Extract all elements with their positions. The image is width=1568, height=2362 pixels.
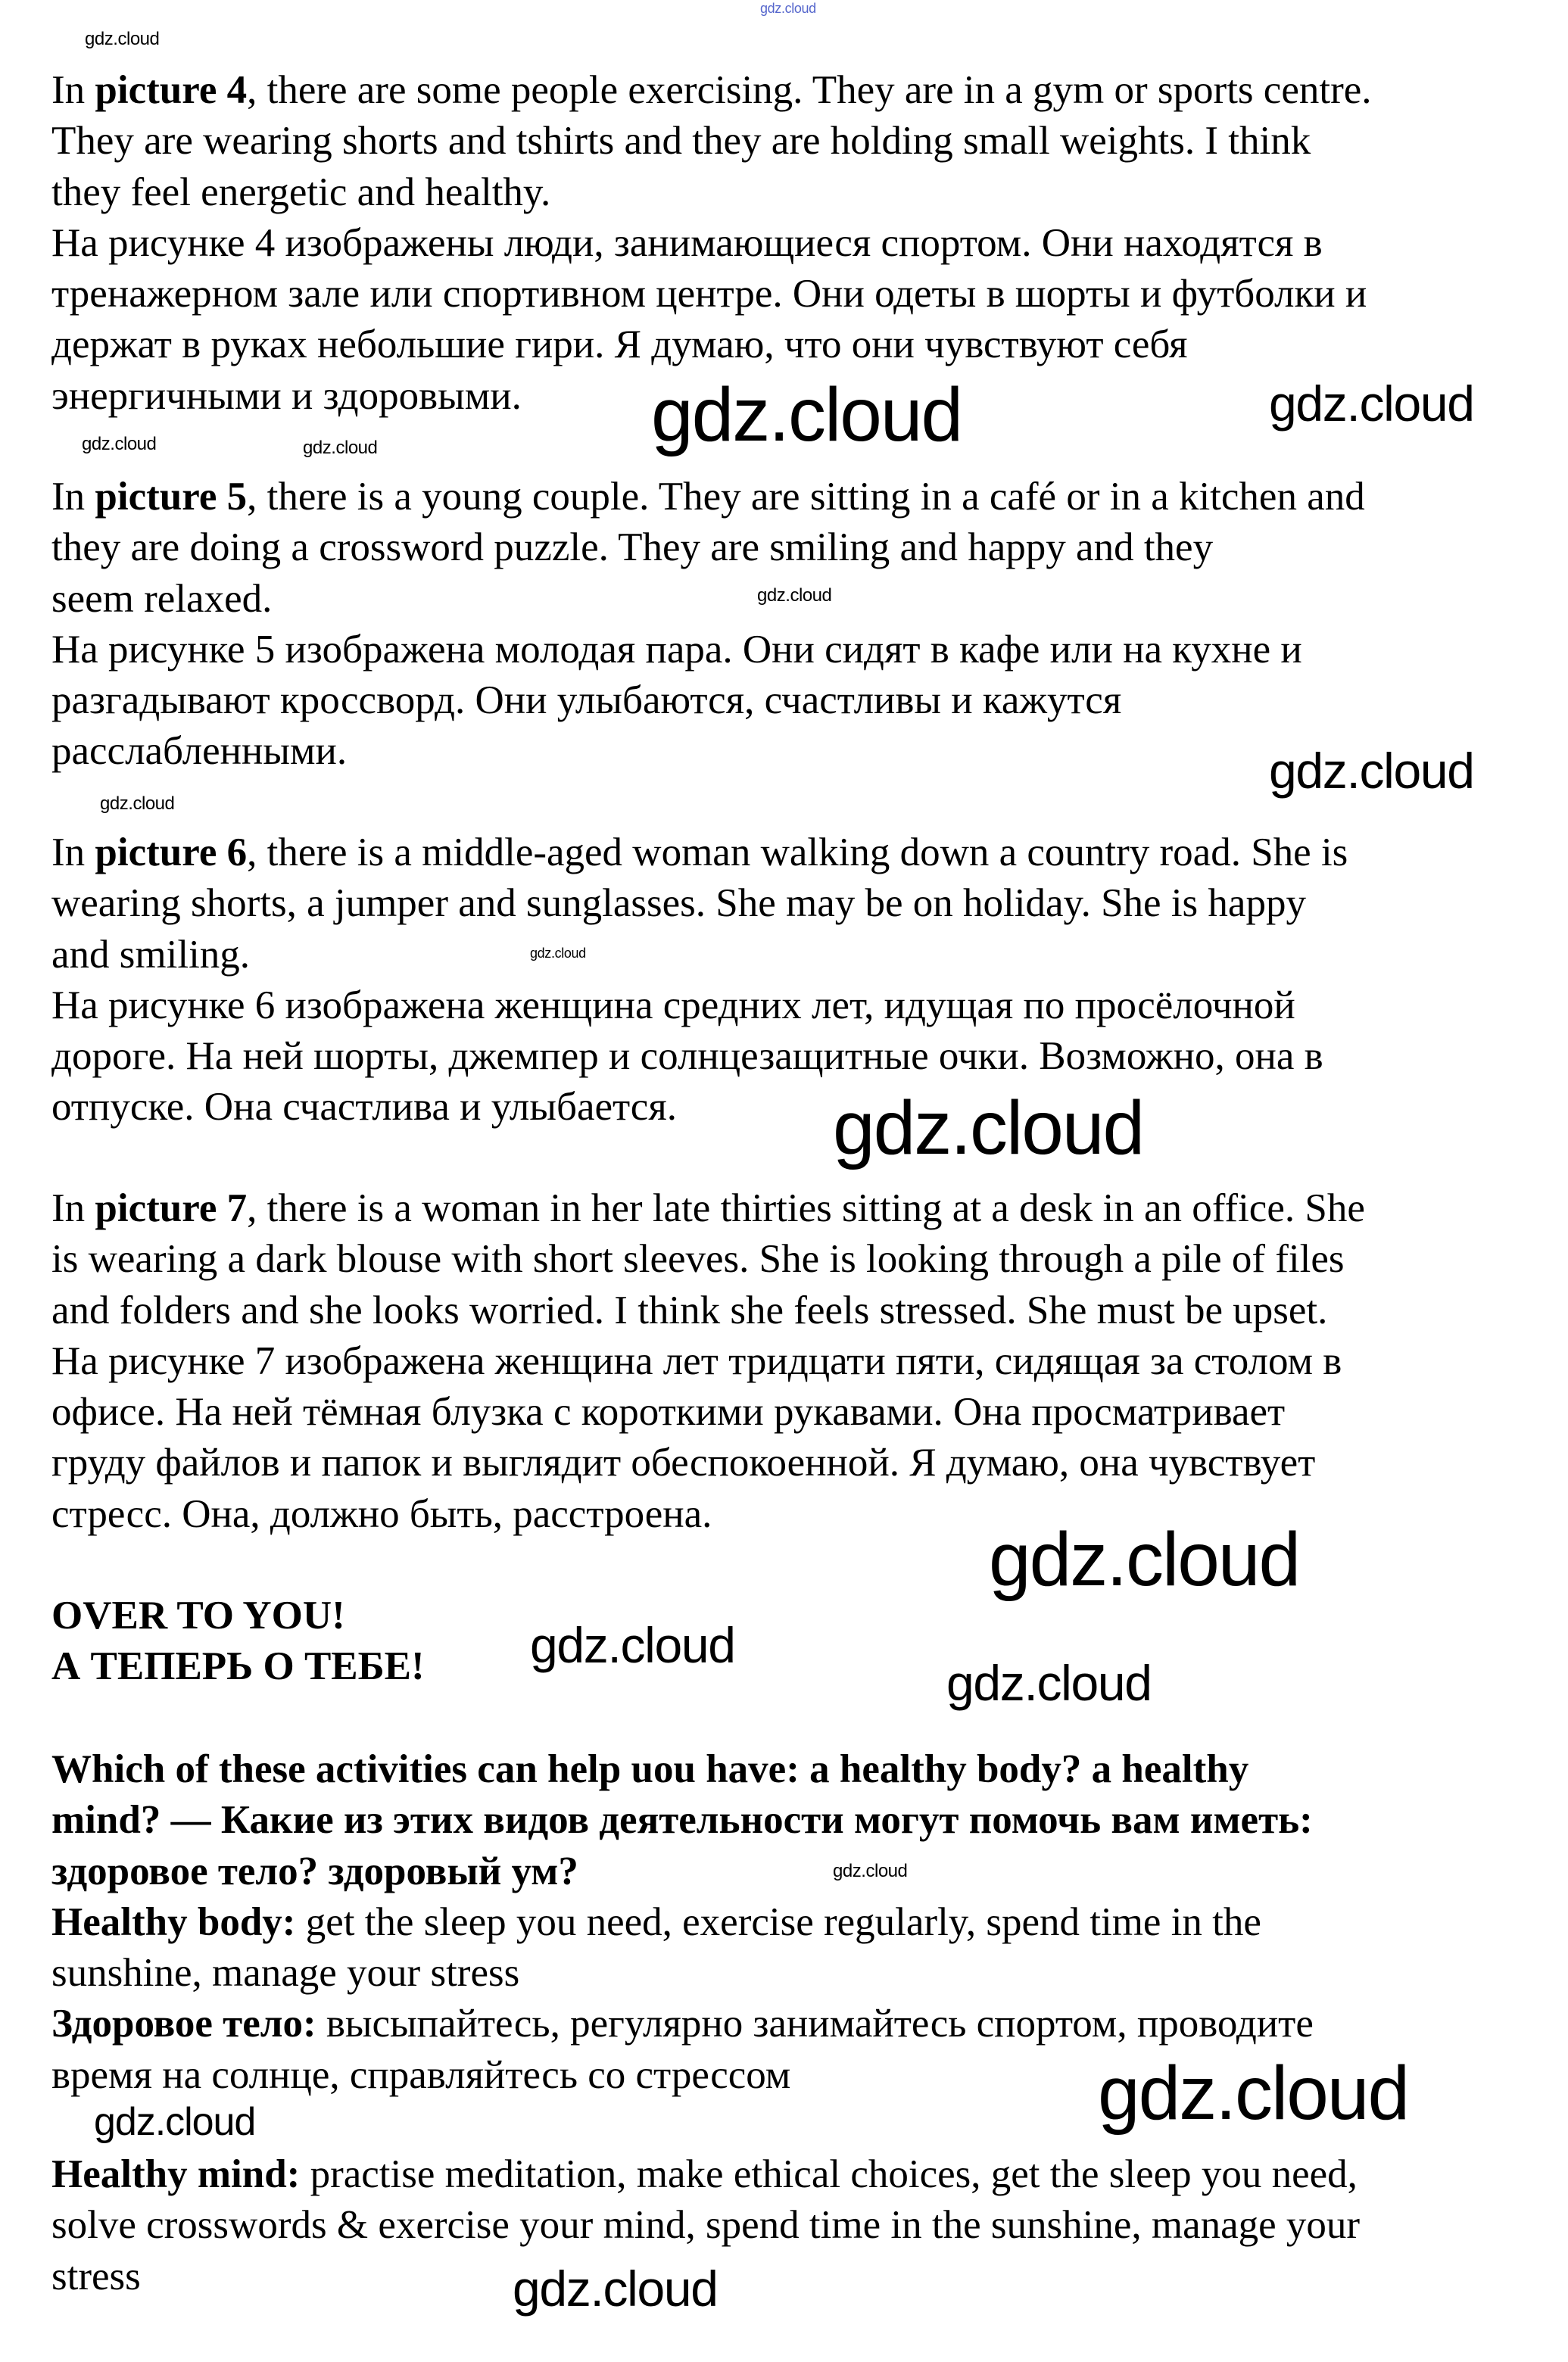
- text: practise meditation, make ethical choices, get the sleep you need,: [300, 2152, 1358, 2196]
- text: тренажерном зале или спортивном центре. Они одеты в шорты и футболки и: [51, 272, 1367, 316]
- watermark: gdz.cloud: [989, 1517, 1300, 1602]
- text-line: [51, 1438, 1315, 1488]
- text: In: [51, 830, 95, 874]
- bold-text: picture 5: [95, 475, 248, 519]
- text: стресс. Она, должно быть, расстроена.: [51, 1491, 712, 1536]
- text: They are wearing shorts and tshirts and they are holding small weights. I think: [51, 119, 1311, 164]
- text: and folders and she looks worried. I think she feels stressed. She must be upset.: [51, 1288, 1328, 1332]
- text-line: [51, 472, 1365, 522]
- text: , there is a middle-aged woman walking down a country road. She is: [247, 830, 1348, 874]
- text: is wearing a dark blouse with short sleeves. She is looking through a pile of files: [51, 1237, 1345, 1282]
- text: энергичными и здоровыми.: [51, 373, 522, 418]
- text: they feel energetic and healthy.: [51, 170, 551, 214]
- text: In: [51, 475, 95, 519]
- text-line: [51, 980, 1295, 1031]
- text: время на солнце, справляйтесь со стрессом: [51, 2052, 791, 2097]
- bold-text: здоровое тело? здоровый ум?: [51, 1849, 578, 1893]
- watermark: gdz.cloud: [82, 434, 157, 454]
- text-line: [51, 218, 1323, 269]
- text: solve crosswords & exercise your mind, spend time in the sunshine, manage your: [51, 2203, 1361, 2248]
- text-line: [51, 878, 1306, 929]
- watermark: gdz.cloud: [530, 946, 586, 961]
- text-line: [51, 522, 1213, 573]
- text-line: [51, 1744, 1248, 1795]
- watermark: gdz.cloud: [94, 2100, 256, 2144]
- text-line: [51, 574, 272, 625]
- text: In: [51, 1186, 95, 1230]
- watermark: gdz.cloud: [1269, 375, 1474, 432]
- bold-text: picture 4: [95, 68, 248, 112]
- text-line: [51, 2149, 1358, 2200]
- text: , there is a woman in her late thirties sitting at a desk in an office. She: [247, 1186, 1365, 1230]
- text-line: [51, 1285, 1327, 1336]
- text-line: [51, 1948, 519, 1999]
- watermark: gdz.cloud: [85, 29, 160, 49]
- bold-text: Healthy mind:: [51, 2152, 301, 2196]
- bold-text: Healthy body:: [51, 1899, 296, 1944]
- watermark: gdz.cloud: [1269, 743, 1474, 799]
- paragraph-picture-5: [51, 472, 1365, 777]
- paragraph-picture-6: [51, 827, 1348, 1133]
- bold-text: picture 7: [95, 1186, 248, 1230]
- text-line: [51, 167, 550, 218]
- text: На рисунке 5 изображена молодая пара. Они сидят в кафе или на кухне и: [51, 627, 1302, 672]
- bold-text: Which of these activities can help uou have: a healthy body? a healthy: [51, 1747, 1249, 1791]
- watermark: gdz.cloud: [303, 438, 378, 458]
- text: sunshine, manage your stress: [51, 1951, 520, 1996]
- watermark: gdz.cloud: [833, 1861, 908, 1881]
- watermark: gdz.cloud: [757, 585, 832, 606]
- watermark: gdz.cloud: [833, 1086, 1144, 1170]
- text: they are doing a crossword puzzle. They are smiling and happy and they: [51, 525, 1214, 570]
- text: На рисунке 7 изображена женщина лет тридцати пяти, сидящая за столом в: [51, 1338, 1342, 1383]
- paragraph-picture-7: [51, 1183, 1365, 1540]
- watermark: gdz.cloud: [946, 1655, 1152, 1711]
- text: разгадывают кроссворд. Они улыбаются, счастливы и кажутся: [51, 678, 1122, 723]
- text-line: [51, 726, 347, 777]
- text: расслабленными.: [51, 729, 348, 774]
- text: дороге. На ней шорты, джемпер и солнцезащитные очки. Возможно, она в: [51, 1034, 1323, 1079]
- text-line: [51, 2251, 141, 2302]
- text: офисе. На ней тёмная блузка с короткими рукавами. Она просматривает: [51, 1390, 1286, 1435]
- watermark: gdz.cloud: [513, 2261, 718, 2317]
- text-line: [51, 827, 1348, 878]
- text-line: [51, 269, 1367, 319]
- text: seem relaxed.: [51, 576, 273, 621]
- text-line: [51, 675, 1121, 726]
- text-line: [51, 65, 1372, 116]
- text-line: [51, 1489, 712, 1540]
- paragraph-picture-4: [51, 65, 1372, 422]
- text-line: [51, 1897, 1261, 1948]
- text-line: [51, 1234, 1344, 1285]
- text: На рисунке 6 изображена женщина средних лет, идущая по просёлочной: [51, 983, 1295, 1027]
- text: отпуске. Она счастлива и улыбается.: [51, 1085, 677, 1130]
- text: , there are some people exercising. They are in a gym or sports centre.: [247, 68, 1372, 112]
- bold-text: picture 6: [95, 830, 248, 874]
- watermark: gdz.cloud: [651, 372, 962, 457]
- watermark: gdz.cloud: [100, 793, 175, 814]
- text-line: [51, 371, 522, 422]
- text: and smiling.: [51, 932, 251, 977]
- text-line: [51, 2050, 790, 2101]
- watermark: gdz.cloud: [760, 1, 816, 16]
- watermark: gdz.cloud: [530, 1617, 735, 1673]
- text-line: [51, 1031, 1323, 1082]
- text-line: [51, 2200, 1360, 2251]
- text: get the sleep you need, exercise regularly, spend time in the: [295, 1899, 1261, 1944]
- text-line: [51, 1082, 677, 1133]
- text: На рисунке 4 изображены люди, занимающиеся спортом. Они находятся в: [51, 220, 1323, 265]
- text-line: [51, 1999, 1314, 2049]
- bold-text: А ТЕПЕРЬ О ТЕБЕ!: [51, 1644, 425, 1689]
- text: груду файлов и папок и выглядит обеспокоенной. Я думаю, она чувствует: [51, 1441, 1316, 1485]
- text-line: [51, 319, 1187, 370]
- text-line: [51, 116, 1311, 167]
- text-line: [51, 1795, 1313, 1846]
- text-line: [51, 1183, 1365, 1234]
- text-line: [51, 625, 1302, 675]
- watermark: gdz.cloud: [1098, 2051, 1409, 2136]
- bold-text: mind? — Какие из этих видов деятельности могут помочь вам иметь:: [51, 1798, 1313, 1843]
- text: stress: [51, 2254, 141, 2298]
- text-line: [51, 930, 250, 980]
- text: держат в руках небольшие гири. Я думаю, что они чувствуют себя: [51, 323, 1188, 367]
- text: , there is a young couple. They are sitting in a café or in a kitchen and: [247, 475, 1365, 519]
- heading-over-to-you: [51, 1591, 425, 1693]
- text-line: [51, 1336, 1342, 1387]
- text: wearing shorts, a jumper and sunglasses. She may be on holiday. She is happy: [51, 881, 1306, 926]
- text: In: [51, 68, 95, 112]
- text: высыпайтесь, регулярно занимайтесь спортом, проводите: [316, 2002, 1314, 2046]
- text-line: [51, 1387, 1285, 1438]
- bold-text: OVER TO YOU!: [51, 1594, 345, 1638]
- text-line: [51, 1641, 425, 1692]
- text-line: [51, 1591, 345, 1641]
- text-line: [51, 1846, 578, 1897]
- paragraph-question-healthy-body: [51, 1744, 1314, 2101]
- bold-text: Здоровое тело:: [51, 2002, 316, 2046]
